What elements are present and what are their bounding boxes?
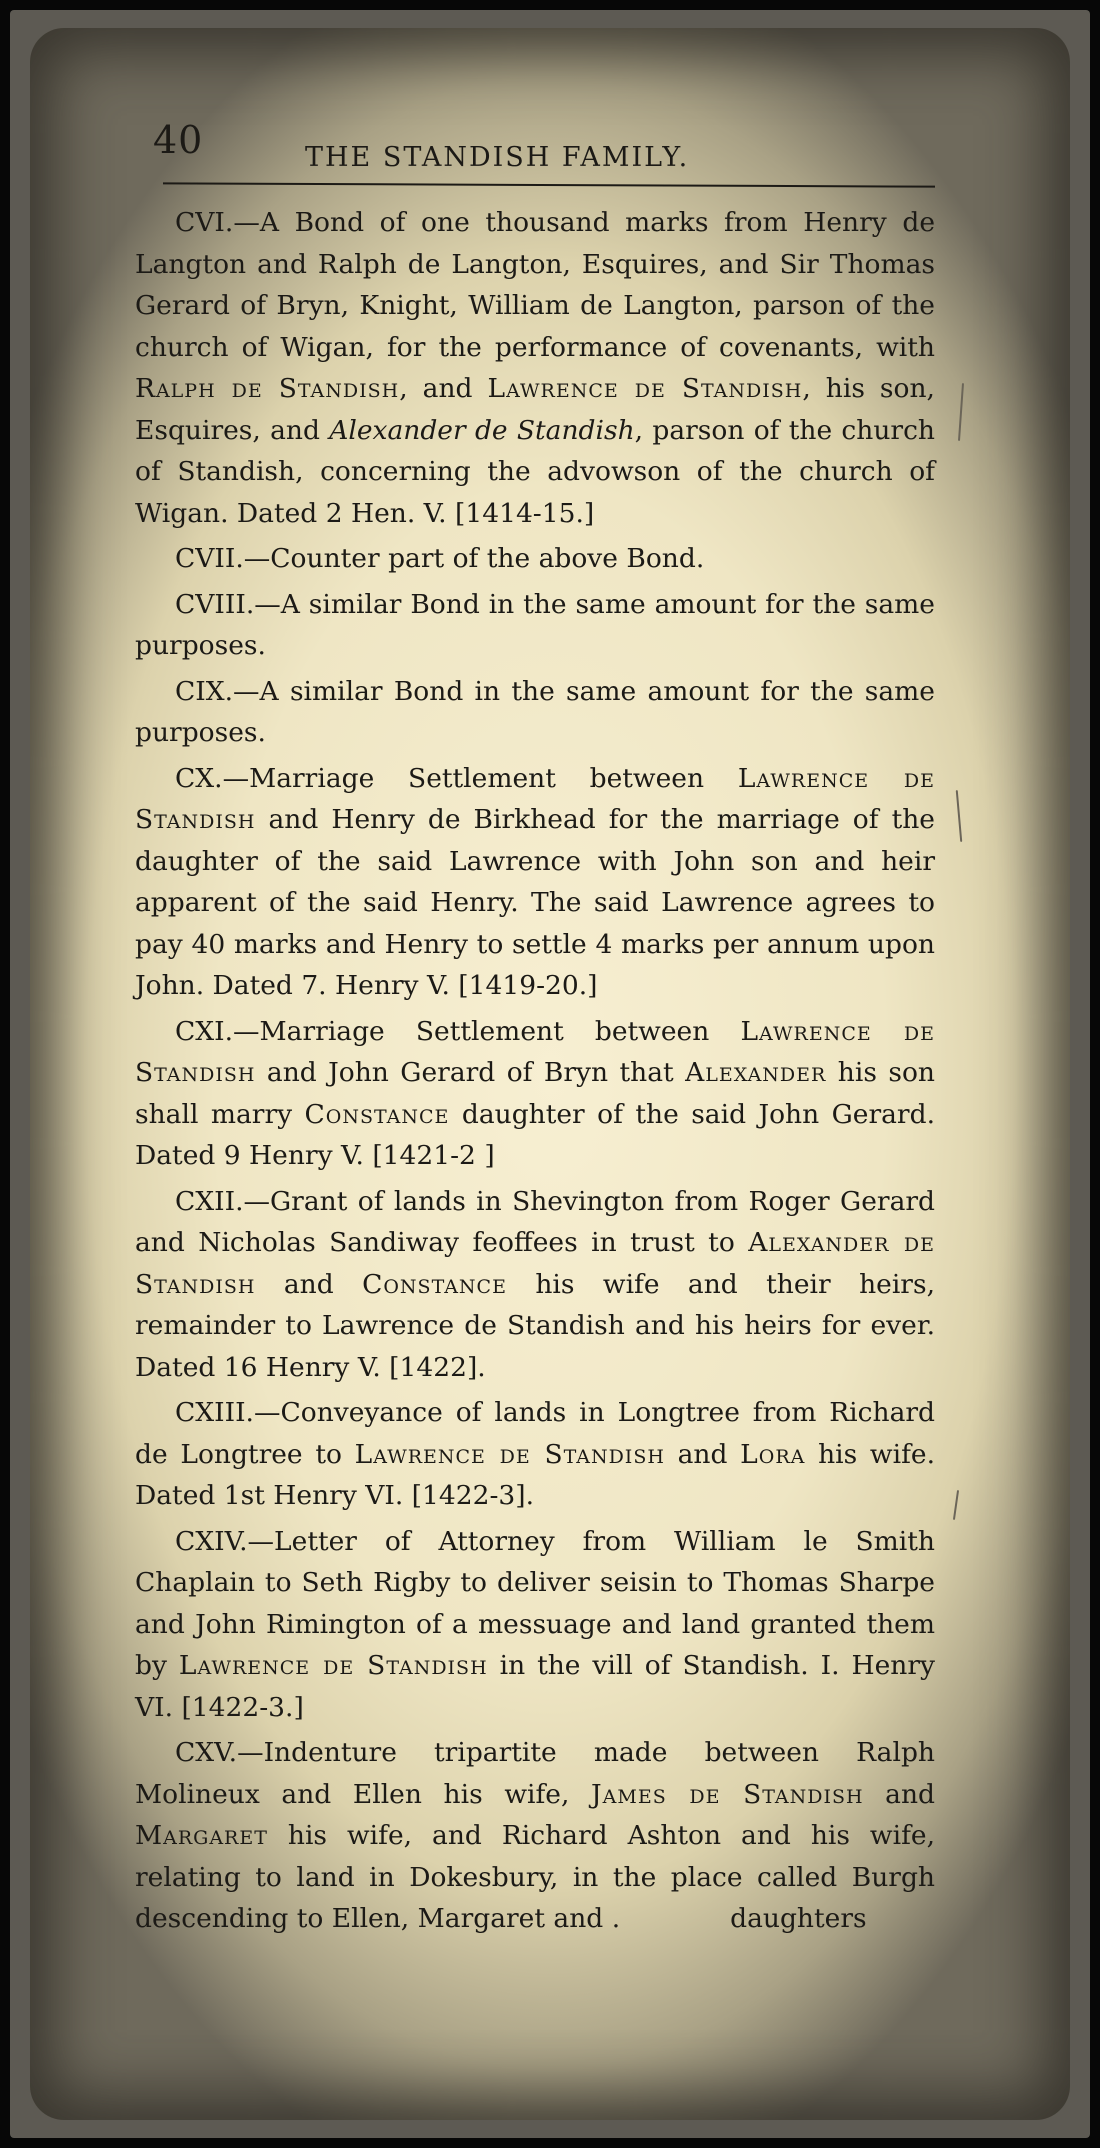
entry-name: Lawrence de Standish: [487, 373, 803, 404]
entry-text: —Letter of Attorney from William le Smith Chaplain to Seth Rigby to deliver seisin to Thomas Sharpe and John Rimington of a messuage and land granted them by: [135, 1525, 935, 1681]
entry-text: —A similar Bond in the same amount for the same purposes.: [135, 588, 935, 661]
entry-name: Lawrence de Standish: [135, 762, 935, 835]
entry-number: CXII.: [175, 1185, 244, 1217]
margin-pencil-mark: [956, 790, 963, 842]
entry-name: Ralph de Standish: [135, 373, 400, 404]
entry-name: Lora: [740, 1438, 806, 1470]
entry-number: CXIII.: [175, 1397, 254, 1428]
entry-name: Constance: [304, 1098, 450, 1130]
entry-cvii: [135, 538, 935, 580]
margin-pencil-mark: [958, 383, 964, 441]
entries-list: [135, 202, 935, 1940]
entry-text: , his son, Esquires, and: [135, 373, 935, 446]
entry-number: CXIV.: [175, 1525, 248, 1557]
entry-name: Margaret: [135, 1820, 268, 1851]
entry-text: —Conveyance of lands in Longtree from Richard de Longtree to: [135, 1397, 935, 1470]
entry-cxv: [135, 1732, 935, 1940]
page-header: [135, 110, 935, 180]
margin-pencil-mark: [953, 1490, 959, 1520]
entry-name: Lawrence de Standish: [135, 1015, 935, 1088]
entry-text: , and: [399, 373, 488, 404]
entry-cix: [135, 671, 935, 754]
page-content: [135, 110, 935, 1944]
page-number: 40: [153, 118, 204, 162]
entry-number: CVIII.: [175, 588, 255, 620]
entry-text: his wife and their heirs, remainder to Lawrence de Standish and his heirs for ever. Dated 16 Henry V. [1422].: [135, 1268, 935, 1383]
entry-text: and Henry de Birkhead for the marriage of the daughter of the said Lawrence with John son and heir apparent of the said Henry. The said Lawrence agrees to pay 40 marks and Henry to settle 4 marks per annum upon John. Dated 7. Henry V. [1419-20.]: [135, 804, 935, 1001]
header-rule: [163, 182, 935, 187]
entry-text: and: [664, 1438, 741, 1470]
entry-number: CIX.: [175, 675, 234, 707]
entry-name: Alexander de Standish: [135, 1227, 935, 1300]
entry-text: and: [863, 1778, 935, 1810]
entry-text: his wife, and Richard Ashton and his wife, relating to land in Dokesbury, in the place called Burgh descending to Ellen, Margaret and .: [135, 1820, 935, 1934]
entry-cx: [135, 758, 935, 1007]
entry-text: and John Gerard of Bryn that: [255, 1057, 686, 1088]
entry-text: his son shall marry: [135, 1057, 935, 1130]
entry-cviii: [135, 584, 935, 667]
entry-text: —Marriage Settlement between: [222, 762, 738, 794]
entry-cvi: [135, 202, 935, 534]
entry-text: in the vill of Standish. I. Henry VI. [1422-3.]: [135, 1650, 935, 1723]
entry-number: CVII.: [175, 543, 244, 574]
entry-number: CXI.: [175, 1015, 234, 1047]
entry-text: —Indenture tripartite made between Ralph Molineux and Ellen his wife,: [135, 1737, 935, 1810]
entry-text: —Marriage Settlement between: [233, 1015, 741, 1047]
entry-cxiv: [135, 1521, 935, 1729]
photo-border: [10, 10, 1090, 2138]
entry-number: CX.: [175, 762, 223, 794]
running-title: THE STANDISH FAMILY.: [305, 142, 690, 173]
entry-text: , parson of the church of Standish, concerning the advowson of the church of Wigan. Dated 2 Hen. V. [1414-15.]: [135, 414, 935, 529]
entry-number: CXV.: [175, 1737, 238, 1768]
entry-name: Lawrence de Standish: [354, 1438, 665, 1470]
entry-number: CVI.: [175, 207, 234, 238]
entry-name: Alexander: [685, 1057, 827, 1088]
entry-text: his wife. Dated 1st Henry VI. [1422-3].: [135, 1438, 935, 1511]
entry-cxi: [135, 1011, 935, 1177]
entry-text: —A Bond of one thousand marks from Henry de Langton and Ralph de Langton, Esquires, and Sir Thomas Gerard of Bryn, Knight, William de Langton, parson of the church of Wigan, for the performance of covenants, with: [135, 207, 935, 363]
entry-cxiii: [135, 1392, 935, 1517]
entry-name: James de Standish: [591, 1778, 864, 1810]
entry-text: —Grant of lands in Shevington from Roger Gerard and Nicholas Sandiway feoffees in trust to: [135, 1185, 935, 1258]
entry-text: daughter of the said John Gerard. Dated 9 Henry V. [1421-2 ]: [135, 1098, 935, 1171]
entry-name: Lawrence de Standish: [178, 1650, 488, 1681]
entry-text: daughters: [730, 1903, 867, 1934]
entry-text: —A similar Bond in the same amount for the same purposes.: [135, 675, 935, 748]
book-page: [30, 28, 1070, 2120]
entry-italic: Alexander de Standish: [329, 414, 635, 446]
entry-text: and: [255, 1268, 363, 1300]
entry-text: —Counter part of the above Bond.: [243, 543, 705, 574]
entry-cxii: [135, 1181, 935, 1389]
entry-name: Constance: [362, 1268, 507, 1300]
